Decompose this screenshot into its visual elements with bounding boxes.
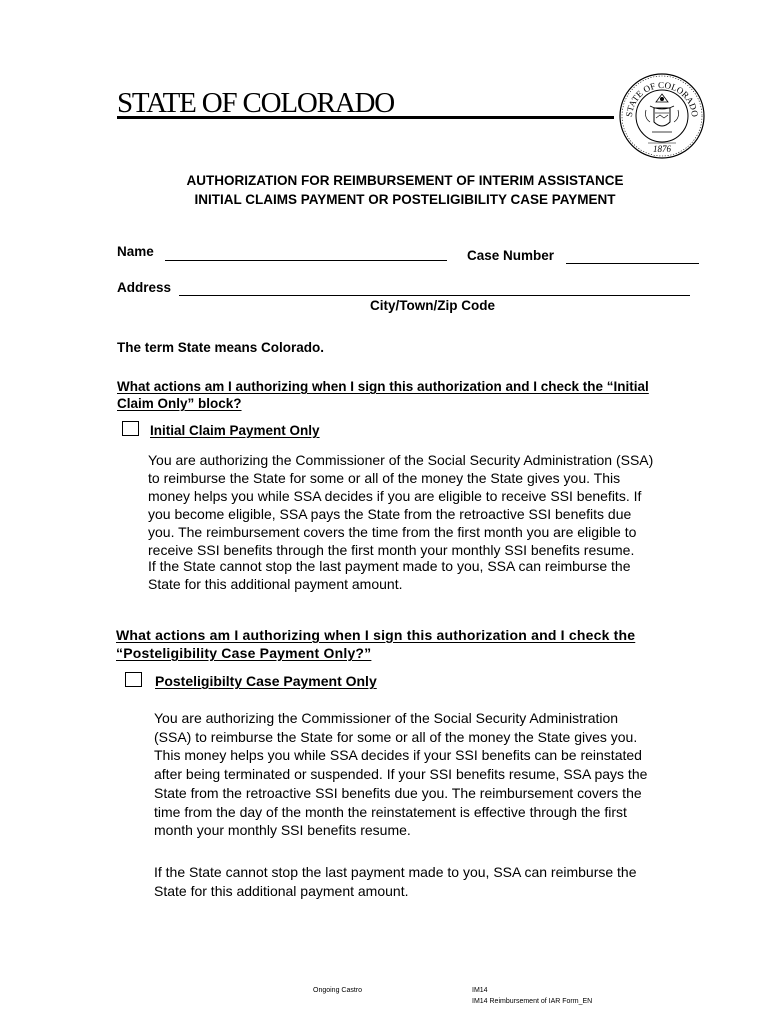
post-paragraph-2 bbox=[154, 863, 637, 900]
state-title: STATE OF COLORADO bbox=[117, 87, 394, 119]
text-line: you become eligible, SSA pays the State from the retroactive SSI benefits due bbox=[148, 506, 632, 522]
posteligibility-checkbox[interactable] bbox=[125, 672, 142, 687]
initial-paragraph-2 bbox=[148, 557, 631, 593]
post-question-line2: “Posteligibility Case Payment Only?” bbox=[116, 645, 372, 661]
title-underline bbox=[117, 116, 614, 119]
address-field[interactable] bbox=[179, 295, 690, 296]
text-line: to reimburse the State for some or all of the money the State gives you. This bbox=[148, 470, 621, 486]
post-paragraph-1 bbox=[154, 709, 647, 840]
seal-text: STATE OF COLORADO bbox=[623, 79, 701, 118]
definition-text: The term State means Colorado. bbox=[117, 340, 325, 355]
text-line: month your monthly SSI benefits resume. bbox=[154, 822, 411, 839]
initial-claim-label: Initial Claim Payment Only bbox=[150, 423, 320, 438]
name-field[interactable] bbox=[165, 260, 447, 261]
city-zip-label: City/Town/Zip Code bbox=[370, 298, 495, 313]
text-line: State from the retroactive SSI benefits due you. The reimbursement covers the bbox=[154, 784, 642, 801]
text-line: You are authorizing the Commissioner of the Social Security Administration (SSA) bbox=[148, 452, 654, 468]
text-line: State for this additional payment amount. bbox=[154, 882, 409, 899]
text-line: (SSA) to reimburse the State for some or all of the money the State gives you. bbox=[154, 728, 638, 745]
initial-question-line1: What actions am I authorizing when I sign this authorization and I check the “Initial bbox=[117, 379, 649, 394]
post-question-line1: What actions am I authorizing when I sign this authorization and I check the bbox=[116, 627, 636, 643]
initial-question-line2: Claim Only” block? bbox=[117, 396, 242, 411]
text-line: You are authorizing the Commissioner of the Social Security Administration bbox=[154, 710, 619, 726]
name-label: Name bbox=[117, 244, 154, 259]
text-line: If the State cannot stop the last payment made to you, SSA can reimburse the bbox=[148, 558, 631, 574]
case-number-label: Case Number bbox=[467, 248, 555, 263]
initial-paragraph-1 bbox=[148, 451, 653, 559]
footer-left: Ongoing Castro bbox=[313, 987, 363, 994]
initial-claim-checkbox[interactable] bbox=[122, 421, 139, 436]
case-number-field[interactable] bbox=[566, 263, 699, 264]
footer-form-name: IM14 Reimbursement of IAR Form_EN bbox=[472, 998, 593, 1005]
state-seal-icon bbox=[618, 72, 706, 160]
form-title-line2: INITIAL CLAIMS PAYMENT OR POSTELIGIBILITY CASE PAYMENT bbox=[194, 192, 616, 207]
footer-form-id: IM14 bbox=[472, 987, 488, 994]
seal-year: 1876 bbox=[653, 144, 671, 154]
text-line: receive SSI benefits through the first month your monthly SSI benefits resume. bbox=[148, 542, 635, 558]
text-line: This money helps you while SSA decides if your SSI benefits can be reinstated bbox=[154, 747, 642, 764]
text-line: If the State cannot stop the last payment made to you, SSA can reimburse the bbox=[154, 864, 637, 880]
address-label: Address bbox=[117, 280, 172, 295]
text-line: you. The reimbursement covers the time from the first month you are eligible to bbox=[148, 524, 637, 540]
text-line: State for this additional payment amount. bbox=[148, 576, 403, 592]
posteligibility-label: Posteligibilty Case Payment Only bbox=[155, 673, 377, 689]
text-line: after being terminated or suspended. If your SSI benefits resume, SSA pays the bbox=[154, 766, 648, 783]
text-line: money helps you while SSA decides if you are eligible to receive SSI benefits. If bbox=[148, 488, 642, 504]
form-title-line1: AUTHORIZATION FOR REIMBURSEMENT OF INTERIM ASSISTANCE bbox=[186, 173, 624, 188]
text-line: time from the day of the month the reinstatement is effective through the first bbox=[154, 803, 627, 820]
